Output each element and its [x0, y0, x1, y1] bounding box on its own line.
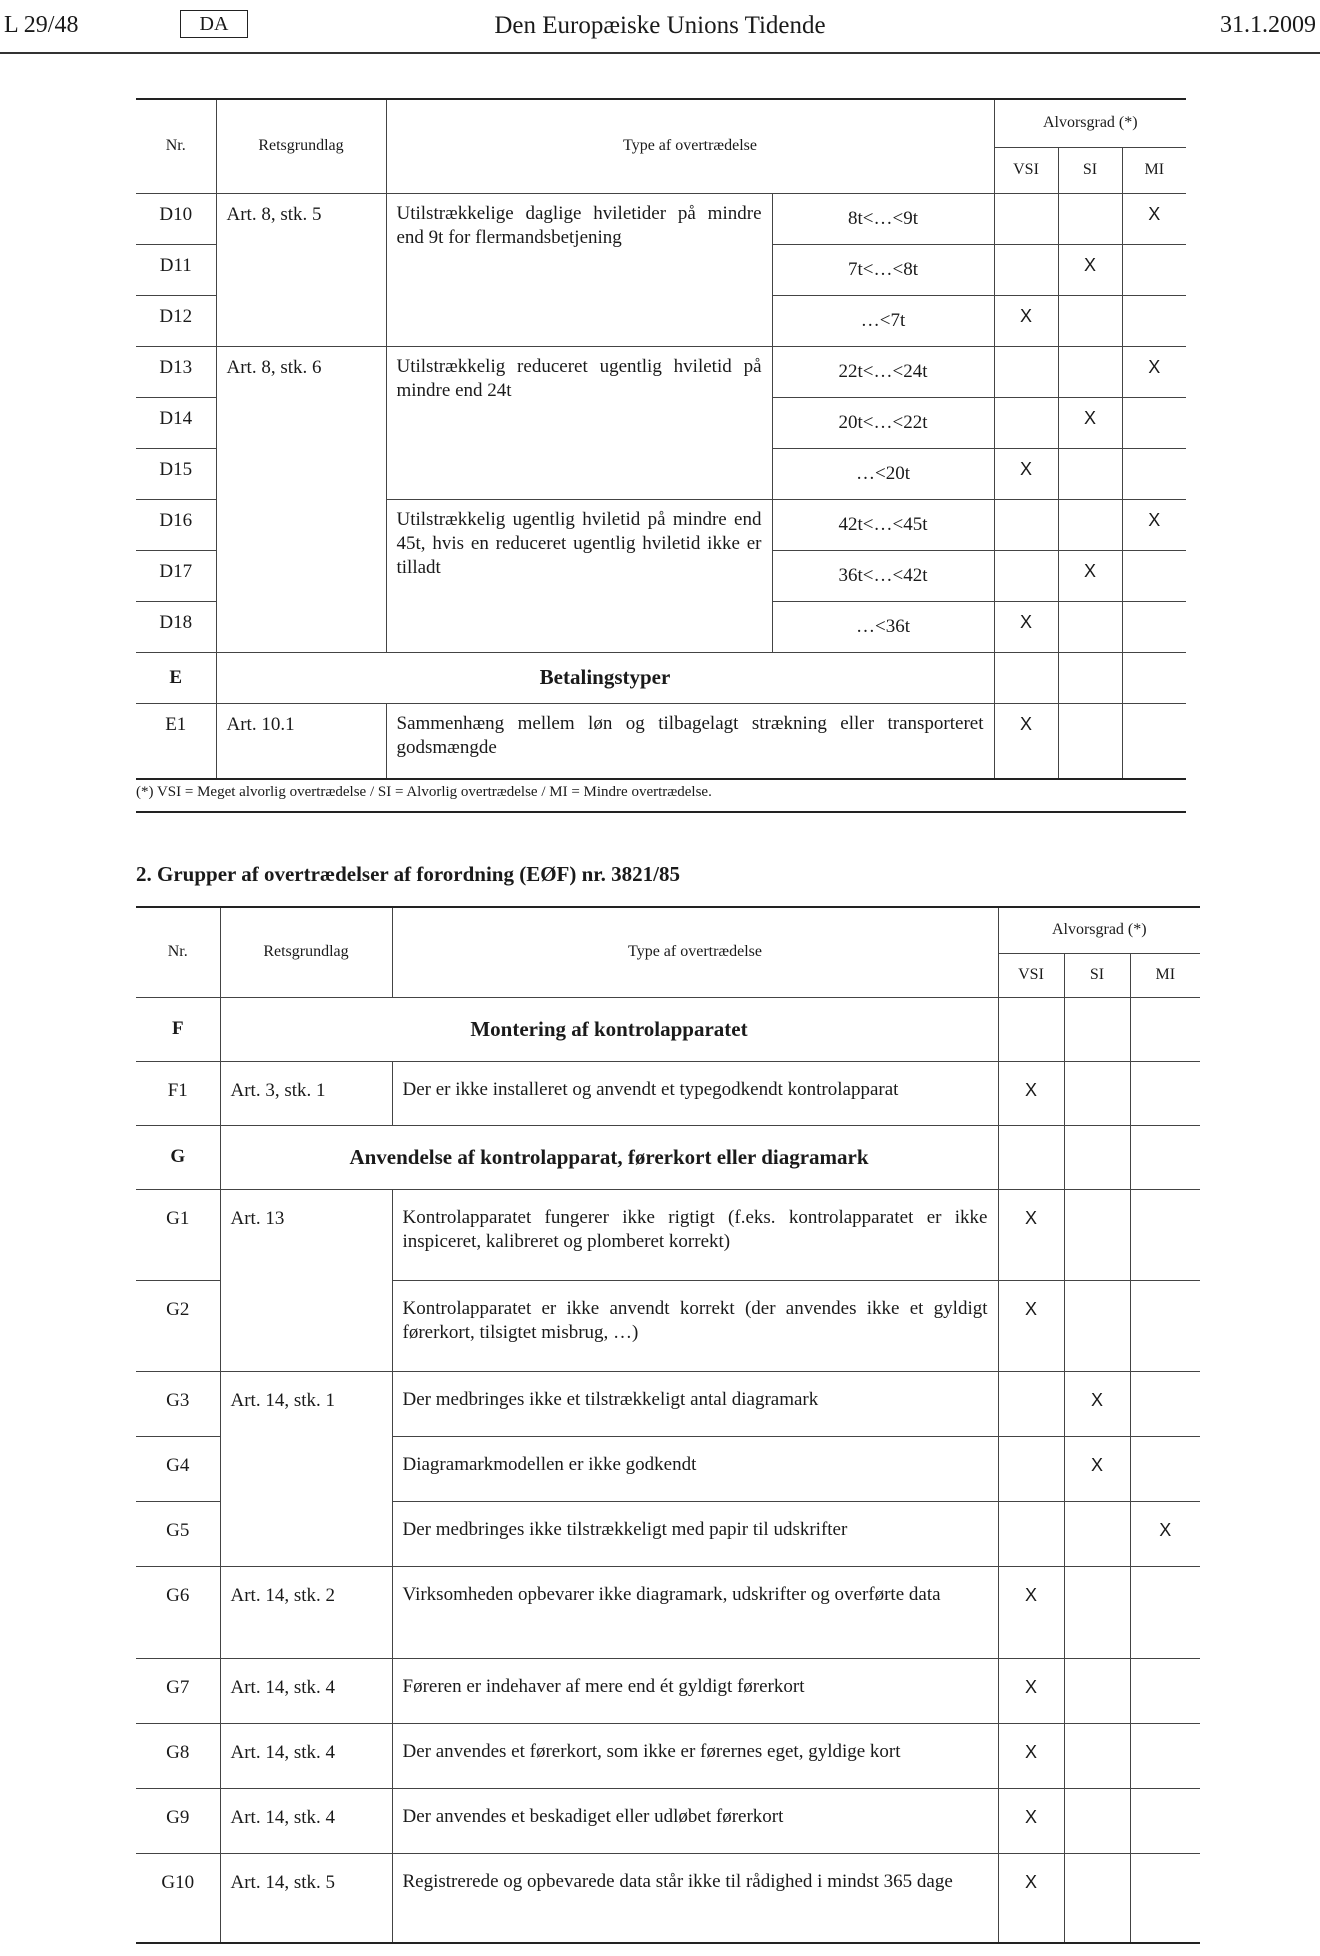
vsi-mark [998, 1371, 1064, 1436]
table-row [136, 193, 1186, 244]
table-row [136, 1658, 1200, 1723]
table-row [136, 1723, 1200, 1788]
mi-mark [1122, 448, 1186, 499]
violation-type: Der anvendes et beskadiget eller udløbet førerkort [392, 1788, 998, 1853]
violation-type: Utilstrækkelig reduceret ugentlig hviletid på mindre end 24t [386, 346, 772, 499]
si-mark [1064, 1658, 1130, 1723]
mi-mark: X [1130, 1501, 1200, 1566]
row-number: G5 [136, 1501, 220, 1566]
col-vsi: VSI [998, 953, 1064, 997]
vsi-mark: X [994, 601, 1058, 652]
mi-mark [1130, 1125, 1200, 1189]
vsi-mark: X [998, 1853, 1064, 1943]
violation-type: Der er ikke installeret og anvendt et typegodkendt kontrolapparat [392, 1061, 998, 1125]
table-row [136, 346, 1186, 397]
row-number: D12 [136, 295, 216, 346]
legal-basis: Art. 14, stk. 1 [220, 1371, 392, 1566]
violation-type: Der medbringes ikke et tilstrækkeligt antal diagramark [392, 1371, 998, 1436]
si-mark: X [1058, 397, 1122, 448]
row-number: E1 [136, 703, 216, 779]
range: 7t<…<8t [772, 244, 994, 295]
range: …<20t [772, 448, 994, 499]
legal-basis: Art. 14, stk. 2 [220, 1566, 392, 1658]
col-violation-type: Type af overtrædelse [392, 907, 998, 997]
table-row [136, 1853, 1200, 1943]
violation-type: Utilstrækkelig ugentlig hviletid på mindre end 45t, hvis en reduceret ugentlig hviletid ikke er tilladt [386, 499, 772, 652]
si-mark: X [1058, 550, 1122, 601]
journal-title: Den Europæiske Unions Tidende [494, 12, 826, 39]
si-mark [1064, 997, 1130, 1061]
col-mi: MI [1122, 147, 1186, 193]
row-number: G3 [136, 1371, 220, 1436]
col-severity: Alvorsgrad (*) [998, 907, 1200, 953]
category-title: Betalingstyper [216, 652, 994, 703]
table-row [136, 1061, 1200, 1125]
si-mark [1064, 1723, 1130, 1788]
mi-mark [1130, 1189, 1200, 1280]
violation-type: Registrerede og opbevarede data står ikke til rådighed i mindst 365 dage [392, 1853, 998, 1943]
si-mark [1058, 703, 1122, 779]
mi-mark: X [1122, 193, 1186, 244]
language-box: DA [180, 10, 248, 38]
vsi-mark [994, 346, 1058, 397]
si-mark [1064, 1566, 1130, 1658]
row-number: G6 [136, 1566, 220, 1658]
vsi-mark [994, 193, 1058, 244]
category-number: E [136, 652, 216, 703]
si-mark [1064, 1853, 1130, 1943]
row-number: G4 [136, 1436, 220, 1501]
section-heading: 2. Grupper af overtrædelser af forordning (EØF) nr. 3821/85 [136, 862, 681, 886]
mi-mark [1130, 1723, 1200, 1788]
mi-mark [1130, 1061, 1200, 1125]
category-row [136, 1125, 1200, 1189]
category-row [136, 997, 1200, 1061]
row-number: G7 [136, 1658, 220, 1723]
row-number: D14 [136, 397, 216, 448]
vsi-mark [998, 1436, 1064, 1501]
vsi-mark: X [998, 1280, 1064, 1371]
row-number: F1 [136, 1061, 220, 1125]
col-mi: MI [1130, 953, 1200, 997]
si-mark [1058, 652, 1122, 703]
mi-mark [1122, 703, 1186, 779]
range: …<36t [772, 601, 994, 652]
mi-mark [1122, 550, 1186, 601]
si-mark: X [1064, 1371, 1130, 1436]
mi-mark [1122, 397, 1186, 448]
si-mark [1058, 193, 1122, 244]
header-rule [0, 52, 1320, 54]
range: 8t<…<9t [772, 193, 994, 244]
vsi-mark: X [998, 1566, 1064, 1658]
violation-type: Diagramarkmodellen er ikke godkendt [392, 1436, 998, 1501]
col-nr: Nr. [136, 99, 216, 193]
severity-footnote: (*) VSI = Meget alvorlig overtrædelse / SI = Alvorlig overtrædelse / MI = Mindre overtrædelse. [136, 784, 1186, 813]
mi-mark [1122, 601, 1186, 652]
mi-mark [1130, 1371, 1200, 1436]
violation-type: Utilstrækkelige daglige hviletider på mindre end 9t for flermandsbetjening [386, 193, 772, 346]
si-mark [1058, 295, 1122, 346]
col-vsi: VSI [994, 147, 1058, 193]
mi-mark: X [1122, 499, 1186, 550]
row-number: G2 [136, 1280, 220, 1371]
vsi-mark [994, 652, 1058, 703]
table-row [136, 1189, 1200, 1280]
col-violation-type: Type af overtrædelse [386, 99, 994, 193]
category-title: Montering af kontrolapparatet [220, 997, 998, 1061]
vsi-mark: X [998, 1723, 1064, 1788]
vsi-mark [998, 1125, 1064, 1189]
legal-basis: Art. 14, stk. 5 [220, 1853, 392, 1943]
page-reference: L 29/48 [4, 12, 79, 38]
violation-type: Sammenhæng mellem løn og tilbagelagt strækning eller transporteret godsmængde [386, 703, 994, 779]
table-row [136, 1566, 1200, 1658]
legal-basis: Art. 3, stk. 1 [220, 1061, 392, 1125]
si-mark [1058, 448, 1122, 499]
col-si: SI [1058, 147, 1122, 193]
si-mark [1064, 1061, 1130, 1125]
row-number: D16 [136, 499, 216, 550]
row-number: D10 [136, 193, 216, 244]
row-number: D11 [136, 244, 216, 295]
col-si: SI [1064, 953, 1130, 997]
si-mark: X [1058, 244, 1122, 295]
vsi-mark: X [998, 1189, 1064, 1280]
category-number: F [136, 997, 220, 1061]
row-number: D13 [136, 346, 216, 397]
legal-basis: Art. 8, stk. 5 [216, 193, 386, 346]
vsi-mark: X [994, 703, 1058, 779]
row-number: D15 [136, 448, 216, 499]
col-legal-basis: Retsgrundlag [220, 907, 392, 997]
mi-mark: X [1122, 346, 1186, 397]
legal-basis: Art. 14, stk. 4 [220, 1788, 392, 1853]
si-mark [1058, 499, 1122, 550]
vsi-mark [994, 397, 1058, 448]
col-legal-basis: Retsgrundlag [216, 99, 386, 193]
mi-mark [1130, 1658, 1200, 1723]
legal-basis: Art. 13 [220, 1189, 392, 1371]
vsi-mark: X [994, 448, 1058, 499]
si-mark [1058, 346, 1122, 397]
si-mark [1064, 1280, 1130, 1371]
violation-type: Der medbringes ikke tilstrækkeligt med papir til udskrifter [392, 1501, 998, 1566]
range: 36t<…<42t [772, 550, 994, 601]
violations-table-1 [136, 98, 1186, 780]
row-number: D18 [136, 601, 216, 652]
violation-type: Kontrolapparatet fungerer ikke rigtigt (f.eks. kontrolapparatet er ikke inspiceret, kalibreret og plomberet korrekt) [392, 1189, 998, 1280]
vsi-mark [994, 244, 1058, 295]
range: 20t<…<22t [772, 397, 994, 448]
violation-type: Der anvendes et førerkort, som ikke er førernes eget, gyldige kort [392, 1723, 998, 1788]
category-number: G [136, 1125, 220, 1189]
table-row [136, 703, 1186, 779]
mi-mark [1130, 1566, 1200, 1658]
mi-mark [1130, 997, 1200, 1061]
mi-mark [1130, 1280, 1200, 1371]
legal-basis: Art. 14, stk. 4 [220, 1658, 392, 1723]
si-mark [1064, 1788, 1130, 1853]
legal-basis: Art. 14, stk. 4 [220, 1723, 392, 1788]
row-number: G10 [136, 1853, 220, 1943]
violations-table-2 [136, 906, 1200, 1944]
publication-date: 31.1.2009 [1220, 12, 1316, 38]
mi-mark [1122, 295, 1186, 346]
mi-mark [1130, 1436, 1200, 1501]
table-row [136, 1788, 1200, 1853]
violation-type: Føreren er indehaver af mere end ét gyldigt førerkort [392, 1658, 998, 1723]
si-mark: X [1064, 1436, 1130, 1501]
category-row [136, 652, 1186, 703]
vsi-mark [994, 499, 1058, 550]
mi-mark [1122, 652, 1186, 703]
vsi-mark: X [998, 1788, 1064, 1853]
vsi-mark [994, 550, 1058, 601]
violation-type: Virksomheden opbevarer ikke diagramark, udskrifter og overførte data [392, 1566, 998, 1658]
si-mark [1064, 1501, 1130, 1566]
row-number: G1 [136, 1189, 220, 1280]
vsi-mark [998, 1501, 1064, 1566]
vsi-mark [998, 997, 1064, 1061]
range: 42t<…<45t [772, 499, 994, 550]
violation-type: Kontrolapparatet er ikke anvendt korrekt (der anvendes ikke et gyldigt førerkort, tilsigtet misbrug, …) [392, 1280, 998, 1371]
mi-mark [1122, 244, 1186, 295]
mi-mark [1130, 1788, 1200, 1853]
range: …<7t [772, 295, 994, 346]
col-severity: Alvorsgrad (*) [994, 99, 1186, 147]
page-header [0, 8, 1320, 48]
vsi-mark: X [998, 1061, 1064, 1125]
si-mark [1064, 1125, 1130, 1189]
mi-mark [1130, 1853, 1200, 1943]
legal-basis: Art. 10.1 [216, 703, 386, 779]
row-number: D17 [136, 550, 216, 601]
category-title: Anvendelse af kontrolapparat, førerkort eller diagramark [220, 1125, 998, 1189]
si-mark [1058, 601, 1122, 652]
vsi-mark: X [998, 1658, 1064, 1723]
legal-basis: Art. 8, stk. 6 [216, 346, 386, 652]
row-number: G8 [136, 1723, 220, 1788]
si-mark [1064, 1189, 1130, 1280]
range: 22t<…<24t [772, 346, 994, 397]
vsi-mark: X [994, 295, 1058, 346]
row-number: G9 [136, 1788, 220, 1853]
table-row [136, 1371, 1200, 1436]
col-nr: Nr. [136, 907, 220, 997]
